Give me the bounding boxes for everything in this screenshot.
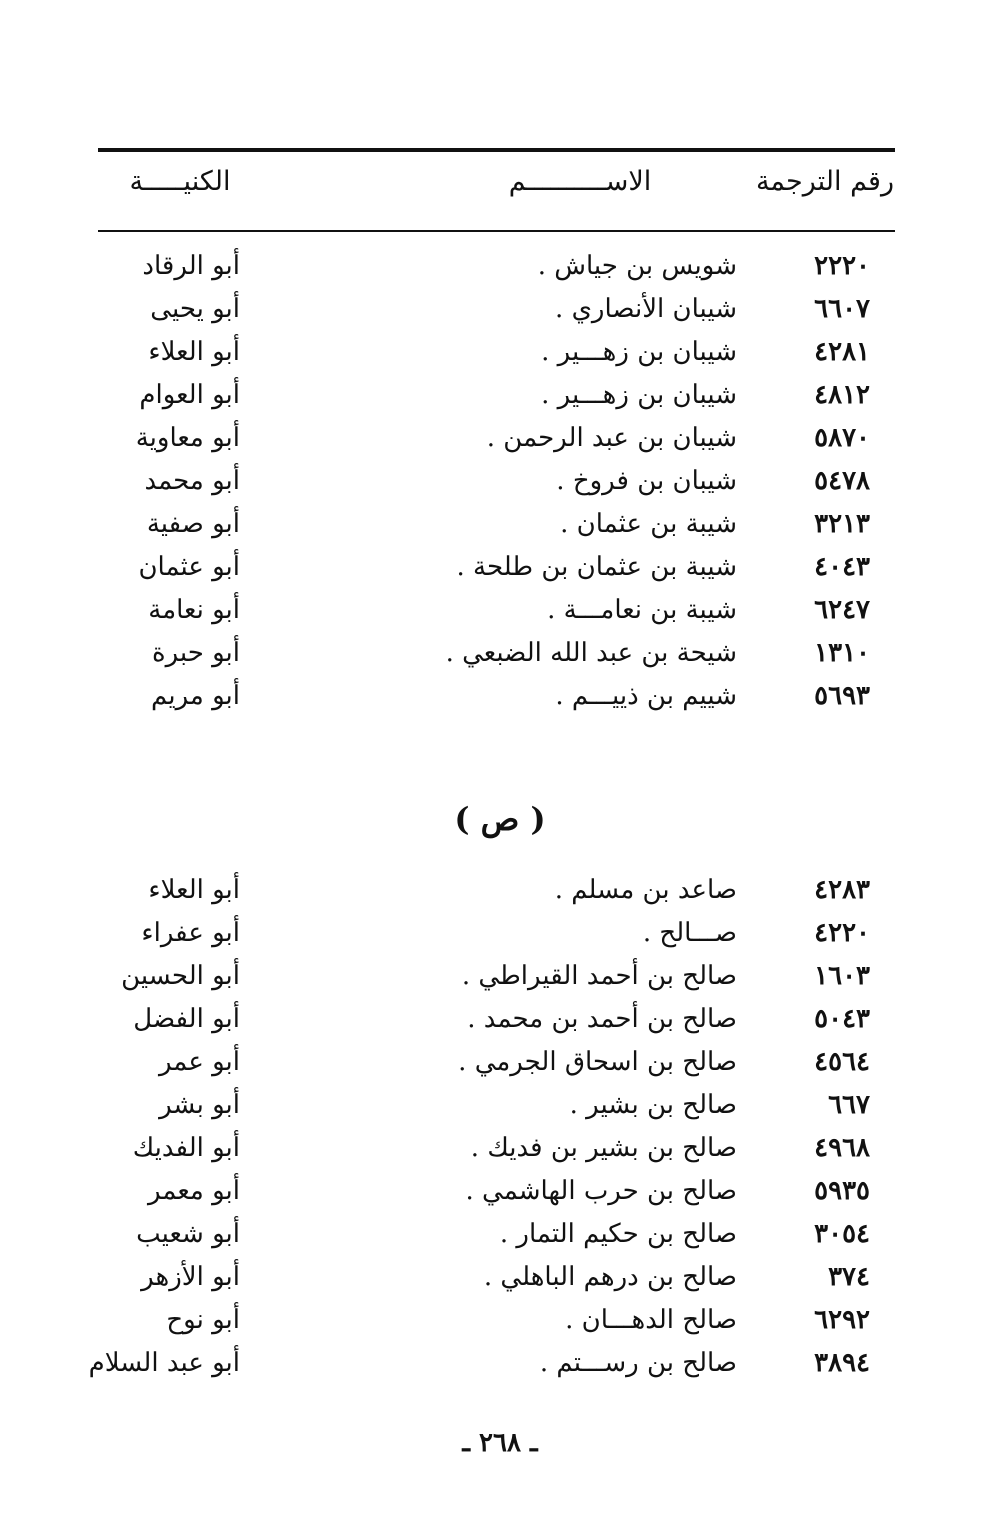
entry-number: ٥٤٧٨ (814, 466, 870, 496)
column-header-name: الاســــــــــم (508, 166, 652, 197)
entry-kunya: أبو نعامة (148, 595, 240, 625)
table-row (98, 1085, 895, 1128)
entry-number: ٥٦٩٣ (814, 681, 870, 711)
entry-number: ٤٢٨١ (814, 337, 870, 367)
entry-kunya: أبو عفراء (141, 918, 240, 948)
table-row (98, 1214, 895, 1257)
table-row (98, 1257, 895, 1300)
entry-name: صالح الدهـــان . (565, 1305, 737, 1335)
entry-name: صـــالح . (642, 918, 737, 948)
entry-name: شيبة بن عثمان . (560, 509, 737, 539)
entry-name: صاعد بن مسلم . (554, 875, 737, 905)
entry-number: ٤٥٦٤ (814, 1047, 870, 1077)
table-row (98, 1128, 895, 1171)
entry-name: شيبة بن عثمان بن طلحة . (456, 552, 737, 582)
column-header-number: رقم الترجمة (755, 166, 894, 197)
entry-kunya: أبو الفضل (133, 1004, 240, 1034)
entry-kunya: أبو صفية (146, 509, 240, 539)
entry-kunya: أبو حبرة (151, 638, 240, 668)
entry-name: صالح بن بشير بن فديك . (470, 1133, 737, 1163)
table-row (98, 332, 895, 375)
entry-kunya: أبو الحسين (121, 961, 240, 991)
entry-number: ٤٩٦٨ (814, 1133, 870, 1163)
table-row (98, 870, 895, 913)
entry-number: ٦٢٩٢ (814, 1305, 870, 1335)
table-row (98, 246, 895, 289)
entry-kunya: أبو مريم (151, 681, 240, 711)
table-row (98, 633, 895, 676)
table-row (98, 676, 895, 719)
entry-number: ١٣١٠ (814, 638, 870, 668)
entry-name: شيبان بن عبد الرحمن . (486, 423, 737, 453)
entry-number: ٥٨٧٠ (814, 423, 870, 453)
entry-kunya: أبو العوام (139, 380, 240, 410)
table-row (98, 375, 895, 418)
table-row (98, 999, 895, 1042)
header-top-rule (98, 148, 895, 152)
entry-kunya: أبو معاوية (135, 423, 240, 453)
column-header-kunya: الكنيـــــة (129, 166, 231, 197)
entry-kunya: أبو العلاء (148, 875, 240, 905)
entry-kunya: أبو يحيى (150, 294, 240, 324)
entry-name: صالح بن حكيم التمار . (499, 1219, 737, 1249)
entry-name: شويس بن جياش . (537, 251, 737, 281)
entry-number: ٣٠٥٤ (814, 1219, 870, 1249)
entry-name: شيبة بن نعامـــة . (547, 595, 737, 625)
entry-number: ٥٠٤٣ (814, 1004, 870, 1034)
entry-number: ٤٢٢٠ (814, 918, 870, 948)
entry-kunya: أبو الفديك (132, 1133, 240, 1163)
entry-kunya: أبو بشر (159, 1090, 240, 1120)
entry-name: صالح بن أحمد القيراطي . (461, 961, 737, 991)
entry-name: شيبان بن زهـــير . (541, 380, 737, 410)
entry-kunya: أبو عمر (158, 1047, 240, 1077)
entry-name: شيبان الأنصاري . (555, 294, 737, 324)
entry-name: شيبان بن زهـــير . (541, 337, 737, 367)
entry-name: صالح بن درهم الباهلي . (483, 1262, 737, 1292)
entry-name: صالح بن بشير . (569, 1090, 737, 1120)
entry-number: ٣٨٩٤ (814, 1348, 870, 1378)
entry-name: صالح بن أحمد بن محمد . (467, 1004, 737, 1034)
table-row (98, 289, 895, 332)
entry-number: ٦٦٠٧ (814, 294, 870, 324)
page-number: ـ ٢٦٨ ـ (462, 1428, 538, 1458)
table-row (98, 1171, 895, 1214)
header-bottom-rule (98, 230, 895, 232)
entry-name: شييم بن ذييـــم . (555, 681, 737, 711)
entry-number: ٣٢١٣ (814, 509, 870, 539)
entry-name: شيحة بن عبد الله الضبعي . (445, 638, 737, 668)
entry-kunya: أبو محمد (144, 466, 240, 496)
entry-kunya: أبو العلاء (148, 337, 240, 367)
entry-name: شيبان بن فروخ . (556, 466, 737, 496)
entry-number: ٤٨١٢ (814, 380, 870, 410)
entry-name: صالح بن حرب الهاشمي . (465, 1176, 737, 1206)
entry-kunya: أبو عثمان (138, 552, 240, 582)
entry-number: ٦٢٤٧ (814, 595, 870, 625)
table-row (98, 547, 895, 590)
entry-kunya: أبو شعيب (136, 1219, 240, 1249)
entry-number: ١٦٠٣ (814, 961, 870, 991)
entry-number: ٦٦٧ (828, 1090, 870, 1120)
section-heading: ( ص ) (454, 800, 546, 838)
entry-number: ٥٩٣٥ (814, 1176, 870, 1206)
table-row (98, 504, 895, 547)
entry-kunya: أبو عبد السلام (88, 1348, 240, 1378)
entry-number: ٢٢٢٠ (814, 251, 870, 281)
entry-number: ٤٢٨٣ (814, 875, 870, 905)
table-row (98, 1042, 895, 1085)
entry-kunya: أبو الأزهر (141, 1262, 240, 1292)
entry-name: صالح بن اسحاق الجرمي . (458, 1047, 737, 1077)
table-row (98, 956, 895, 999)
entry-number: ٤٠٤٣ (814, 552, 870, 582)
entry-number: ٣٧٤ (828, 1262, 870, 1292)
table-row (98, 590, 895, 633)
table-row (98, 1300, 895, 1343)
table-row (88, 1343, 895, 1386)
table-row (98, 461, 895, 504)
entry-name: صالح بن رســـتم . (539, 1348, 737, 1378)
table-row (98, 913, 895, 956)
entry-kunya: أبو معمر (147, 1176, 240, 1206)
entry-kunya: أبو الرقاد (142, 251, 240, 281)
entry-kunya: أبو نوح (166, 1305, 240, 1335)
table-row (98, 418, 895, 461)
